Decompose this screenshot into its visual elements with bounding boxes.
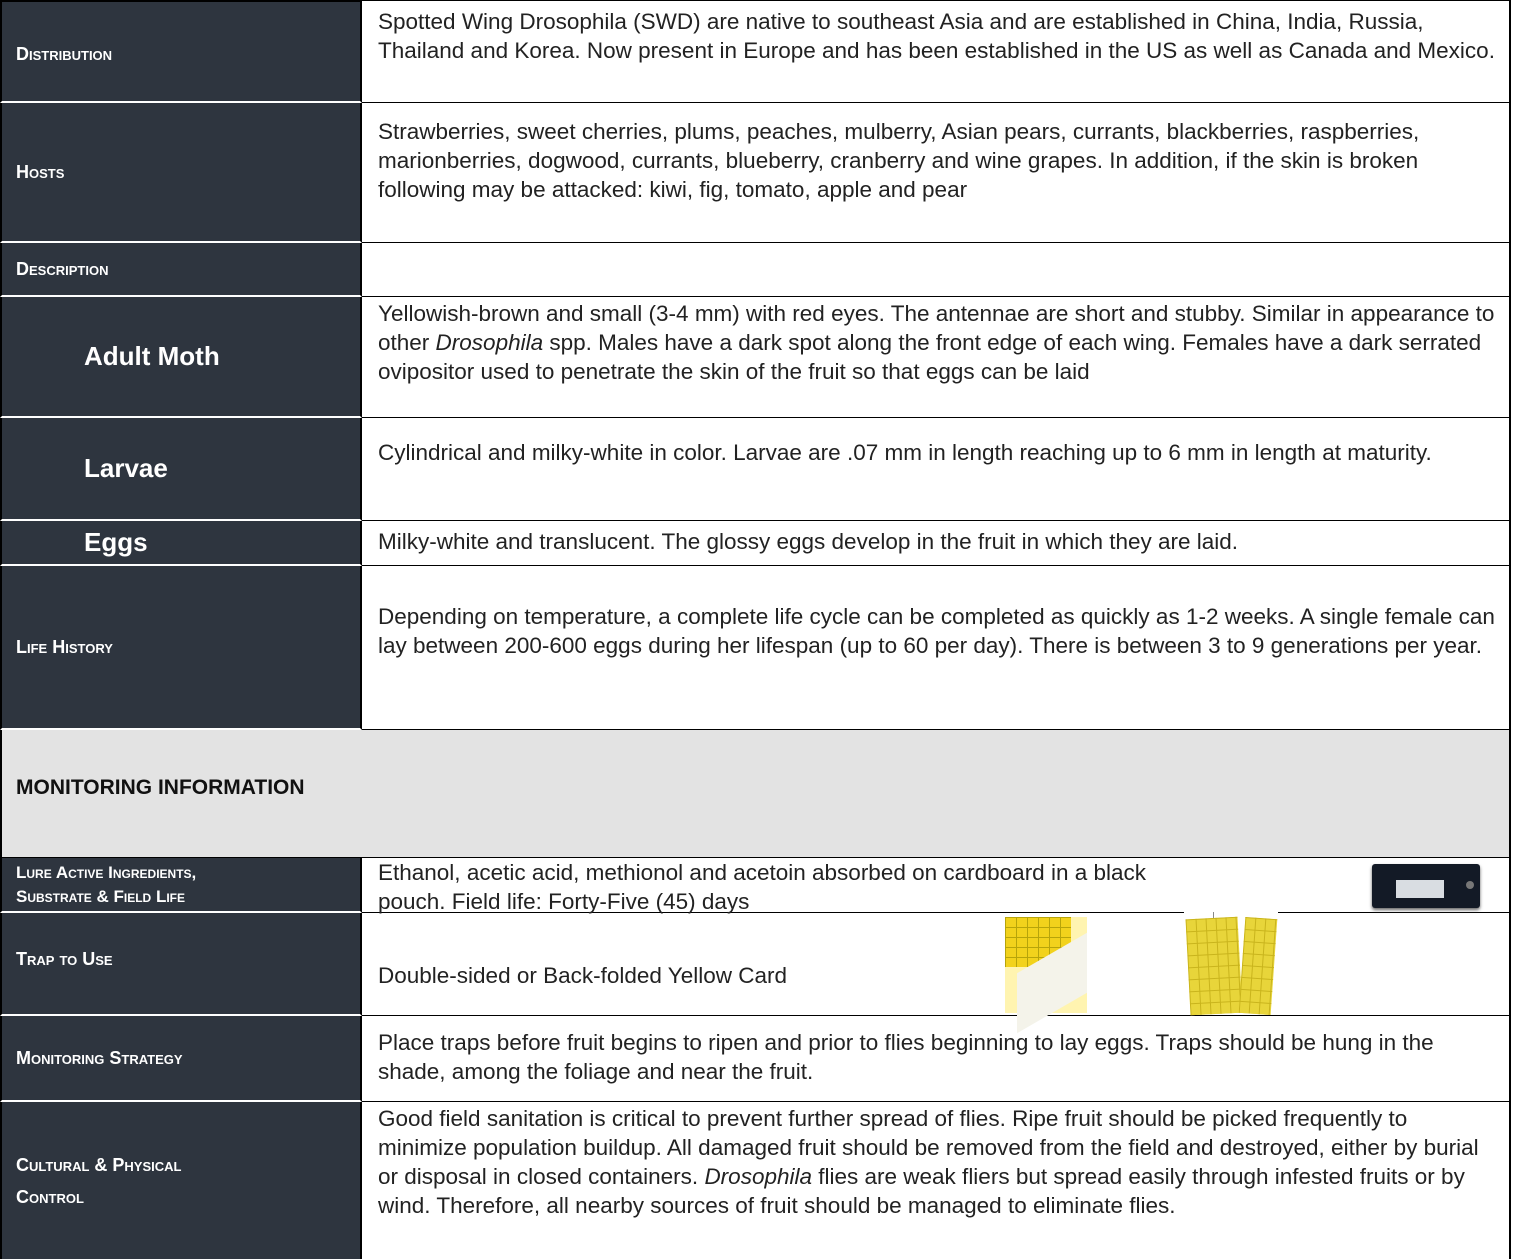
lure-pouch-image <box>1372 864 1480 908</box>
row-hosts <box>0 103 1511 243</box>
trap-value: Double-sided or Back-folded Yellow Card <box>362 913 1511 1016</box>
row-adult-moth <box>0 297 1511 418</box>
row-life-history <box>0 566 1511 730</box>
adult-moth-value: Yellowish-brown and small (3-4 mm) with red eyes. The antennae are short and stubby. Similar in appearance to other Drosophila spp. Males have a dark spot along the front edge of each wing. Females have a dark serrated ovipositor used to penetrate the skin of the fruit so that eggs can be laid <box>362 297 1511 418</box>
larvae-label: Larvae <box>0 418 362 521</box>
yellow-card-backfolded-image <box>1005 917 1087 1013</box>
distribution-label: Distribution <box>0 0 362 103</box>
row-eggs <box>0 521 1511 566</box>
monitoring-section-title: MONITORING INFORMATION <box>16 776 305 799</box>
strategy-value: Place traps before fruit begins to ripen and prior to flies beginning to lay eggs. Traps should be hung in the shade, among the foliage and near the fruit. <box>362 1016 1511 1102</box>
row-trap <box>0 913 1511 1016</box>
eggs-label: Eggs <box>0 521 362 566</box>
row-lure <box>0 858 1511 913</box>
life-history-label: Life History <box>0 566 362 730</box>
cultural-label: Cultural & Physical Control <box>0 1102 362 1259</box>
row-description <box>0 243 1511 297</box>
distribution-value: Spotted Wing Drosophila (SWD) are native to southeast Asia and are established in China, India, Russia, Thailand and Korea. Now present in Europe and has been established in the US as well as Canada and Mexico. <box>362 0 1511 103</box>
description-label: Description <box>0 243 362 297</box>
eggs-value: Milky-white and translucent. The glossy eggs develop in the fruit in which they are laid. <box>362 521 1511 566</box>
strategy-label: Monitoring Strategy <box>0 1016 362 1102</box>
pouch-hole <box>1466 881 1474 889</box>
description-value <box>362 243 1511 297</box>
pouch-label-sticker <box>1396 880 1444 898</box>
row-monitoring-strategy <box>0 1016 1511 1102</box>
lure-label: Lure Active Ingredients, Substrate & Field Life <box>0 858 362 913</box>
card-panel-left <box>1186 917 1243 1016</box>
hosts-value: Strawberries, sweet cherries, plums, peaches, mulberry, Asian pears, currants, blackberries, raspberries, marionberries, dogwood, currants, blueberry, cranberry and wine grapes. In addition, if the skin is broken following may be attacked: kiwi, fig, tomato, apple and pear <box>362 103 1511 243</box>
hosts-label: Hosts <box>0 103 362 243</box>
cultural-value: Good field sanitation is critical to prevent further spread of flies. Ripe fruit should be picked frequently to minimize population buildup. All damaged fruit should be removed from the field and destroyed, either by burial or disposal in closed containers. Drosophila flies are weak fliers but spread easily through infested fruits or by wind. Therefore, all nearby sources of fruit should be managed to eliminate flies. <box>362 1102 1511 1259</box>
adult-moth-label: Adult Moth <box>0 297 362 418</box>
trap-label: Trap to Use <box>0 913 362 1016</box>
card-panel-right <box>1239 917 1278 1015</box>
monitoring-section-header <box>0 730 1511 858</box>
row-distribution <box>0 0 1511 103</box>
life-history-value: Depending on temperature, a complete life cycle can be completed as quickly as 1-2 weeks. A single female can lay between 200-600 eggs during her lifespan (up to 60 per day). There is between 3 to 9 generations per year. <box>362 566 1511 730</box>
larvae-value: Cylindrical and milky-white in color. Larvae are .07 mm in length reaching up to 6 mm in length at maturity. <box>362 418 1511 521</box>
yellow-card-double-sided-image <box>1184 912 1278 1015</box>
row-cultural-control <box>0 1102 1511 1259</box>
row-larvae <box>0 418 1511 521</box>
lure-value: Ethanol, acetic acid, methionol and acetoin absorbed on cardboard in a black pouch. Field life: Forty-Five (45) days <box>362 858 1511 913</box>
